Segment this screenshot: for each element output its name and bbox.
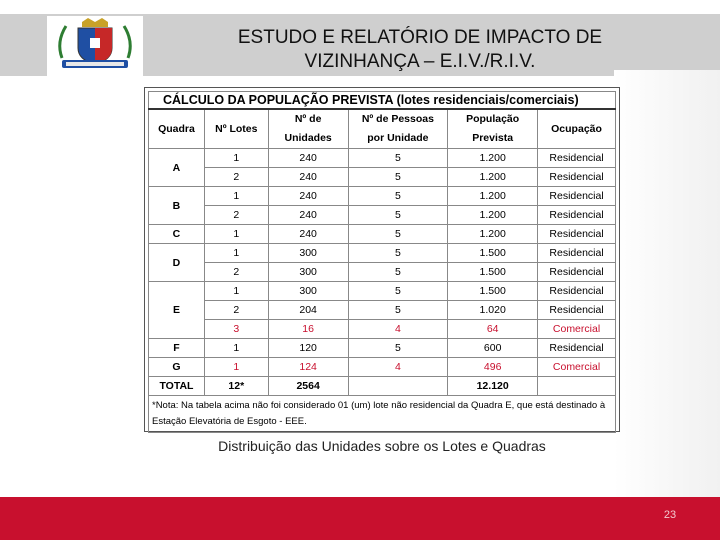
unidades-cell: 240 bbox=[268, 149, 348, 168]
unidades-cell: 124 bbox=[268, 358, 348, 377]
unidades-cell: 240 bbox=[268, 168, 348, 187]
population-table bbox=[148, 91, 616, 433]
pessoas-cell: 5 bbox=[348, 301, 448, 320]
quadra-cell: E bbox=[149, 282, 205, 339]
lote-cell: 1 bbox=[204, 282, 268, 301]
table-note: *Nota: Na tabela acima não foi considerado 01 (um) lote não residencial da Quadra E, que está destinado à Estação Elevatória de Esgoto - EEE. bbox=[149, 396, 616, 433]
ocupacao-cell: Residencial bbox=[538, 244, 616, 263]
table-row bbox=[149, 282, 616, 301]
population-table-figure bbox=[144, 87, 620, 432]
table-row bbox=[149, 187, 616, 206]
pessoas-cell: 5 bbox=[348, 168, 448, 187]
ocupacao-cell: Residencial bbox=[538, 168, 616, 187]
quadra-cell: A bbox=[149, 149, 205, 187]
populacao-cell: 496 bbox=[448, 358, 538, 377]
lote-cell: 1 bbox=[204, 225, 268, 244]
ocupacao-cell: Comercial bbox=[538, 320, 616, 339]
coat-of-arms-logo bbox=[52, 18, 138, 74]
unidades-cell: 300 bbox=[268, 244, 348, 263]
lote-cell: 2 bbox=[204, 206, 268, 225]
quadra-cell: D bbox=[149, 244, 205, 282]
populacao-cell: 600 bbox=[448, 339, 538, 358]
unidades-cell: 300 bbox=[268, 263, 348, 282]
populacao-cell: 1.200 bbox=[448, 225, 538, 244]
table-row bbox=[149, 225, 616, 244]
decorative-shade bbox=[614, 70, 720, 510]
ocupacao-cell: Residencial bbox=[538, 339, 616, 358]
table-row bbox=[149, 320, 616, 339]
pessoas-cell: 5 bbox=[348, 339, 448, 358]
table-row bbox=[149, 206, 616, 225]
col-header-ocupacao: Ocupação bbox=[538, 109, 616, 149]
col-header-pessoas: Nº de Pessoas por Unidade bbox=[348, 109, 448, 149]
total-label: TOTAL bbox=[149, 377, 205, 396]
populacao-cell: 1.200 bbox=[448, 187, 538, 206]
populacao-cell: 1.200 bbox=[448, 168, 538, 187]
figure-caption: Distribuição das Unidades sobre os Lotes e Quadras bbox=[218, 438, 546, 454]
ocupacao-cell: Residencial bbox=[538, 282, 616, 301]
populacao-cell: 1.500 bbox=[448, 244, 538, 263]
table-row bbox=[149, 358, 616, 377]
table-row bbox=[149, 301, 616, 320]
pessoas-cell: 4 bbox=[348, 320, 448, 339]
quadra-cell: G bbox=[149, 358, 205, 377]
lote-cell: 1 bbox=[204, 244, 268, 263]
ocupacao-cell: Comercial bbox=[538, 358, 616, 377]
populacao-cell: 1.500 bbox=[448, 282, 538, 301]
ocupacao-cell: Residencial bbox=[538, 301, 616, 320]
total-unidades: 2564 bbox=[268, 377, 348, 396]
unidades-cell: 16 bbox=[268, 320, 348, 339]
pessoas-cell: 5 bbox=[348, 206, 448, 225]
ocupacao-cell: Residencial bbox=[538, 225, 616, 244]
quadra-cell: B bbox=[149, 187, 205, 225]
lote-cell: 2 bbox=[204, 168, 268, 187]
table-row bbox=[149, 149, 616, 168]
total-lotes: 12* bbox=[204, 377, 268, 396]
lote-cell: 2 bbox=[204, 263, 268, 282]
table-row bbox=[149, 244, 616, 263]
table-row bbox=[149, 339, 616, 358]
total-populacao: 12.120 bbox=[448, 377, 538, 396]
pessoas-cell: 5 bbox=[348, 282, 448, 301]
populacao-cell: 1.500 bbox=[448, 263, 538, 282]
table-caption: CÁLCULO DA POPULAÇÃO PREVISTA (lotes residenciais/comerciais) bbox=[149, 92, 616, 110]
page-title bbox=[160, 26, 680, 74]
ocupacao-cell: Residencial bbox=[538, 263, 616, 282]
title-line-2: VIZINHANÇA – E.I.V./R.I.V. bbox=[304, 51, 536, 72]
unidades-cell: 240 bbox=[268, 187, 348, 206]
unidades-cell: 240 bbox=[268, 225, 348, 244]
ocupacao-cell: Residencial bbox=[538, 187, 616, 206]
col-header-unidades: Nº de Unidades bbox=[268, 109, 348, 149]
page-number: 23 bbox=[663, 509, 677, 521]
table-row bbox=[149, 168, 616, 187]
col-header-populacao: População Prevista bbox=[448, 109, 538, 149]
col-header-lotes: Nº Lotes bbox=[204, 109, 268, 149]
total-row bbox=[149, 377, 616, 396]
total-pessoas-empty bbox=[348, 377, 448, 396]
unidades-cell: 240 bbox=[268, 206, 348, 225]
populacao-cell: 1.200 bbox=[448, 149, 538, 168]
unidades-cell: 204 bbox=[268, 301, 348, 320]
quadra-cell: C bbox=[149, 225, 205, 244]
pessoas-cell: 5 bbox=[348, 244, 448, 263]
table-row bbox=[149, 263, 616, 282]
footer-band bbox=[0, 497, 720, 540]
lote-cell: 1 bbox=[204, 339, 268, 358]
lote-cell: 1 bbox=[204, 149, 268, 168]
pessoas-cell: 5 bbox=[348, 149, 448, 168]
populacao-cell: 1.020 bbox=[448, 301, 538, 320]
lote-cell: 3 bbox=[204, 320, 268, 339]
pessoas-cell: 5 bbox=[348, 263, 448, 282]
unidades-cell: 120 bbox=[268, 339, 348, 358]
lote-cell: 1 bbox=[204, 358, 268, 377]
total-ocupacao-empty bbox=[538, 377, 616, 396]
title-line-1: ESTUDO E RELATÓRIO DE IMPACTO DE bbox=[237, 27, 603, 48]
unidades-cell: 300 bbox=[268, 282, 348, 301]
ocupacao-cell: Residencial bbox=[538, 206, 616, 225]
lote-cell: 1 bbox=[204, 187, 268, 206]
lote-cell: 2 bbox=[204, 301, 268, 320]
pessoas-cell: 4 bbox=[348, 358, 448, 377]
ocupacao-cell: Residencial bbox=[538, 149, 616, 168]
pessoas-cell: 5 bbox=[348, 225, 448, 244]
quadra-cell: F bbox=[149, 339, 205, 358]
pessoas-cell: 5 bbox=[348, 187, 448, 206]
col-header-quadra: Quadra bbox=[149, 109, 205, 149]
populacao-cell: 1.200 bbox=[448, 206, 538, 225]
populacao-cell: 64 bbox=[448, 320, 538, 339]
